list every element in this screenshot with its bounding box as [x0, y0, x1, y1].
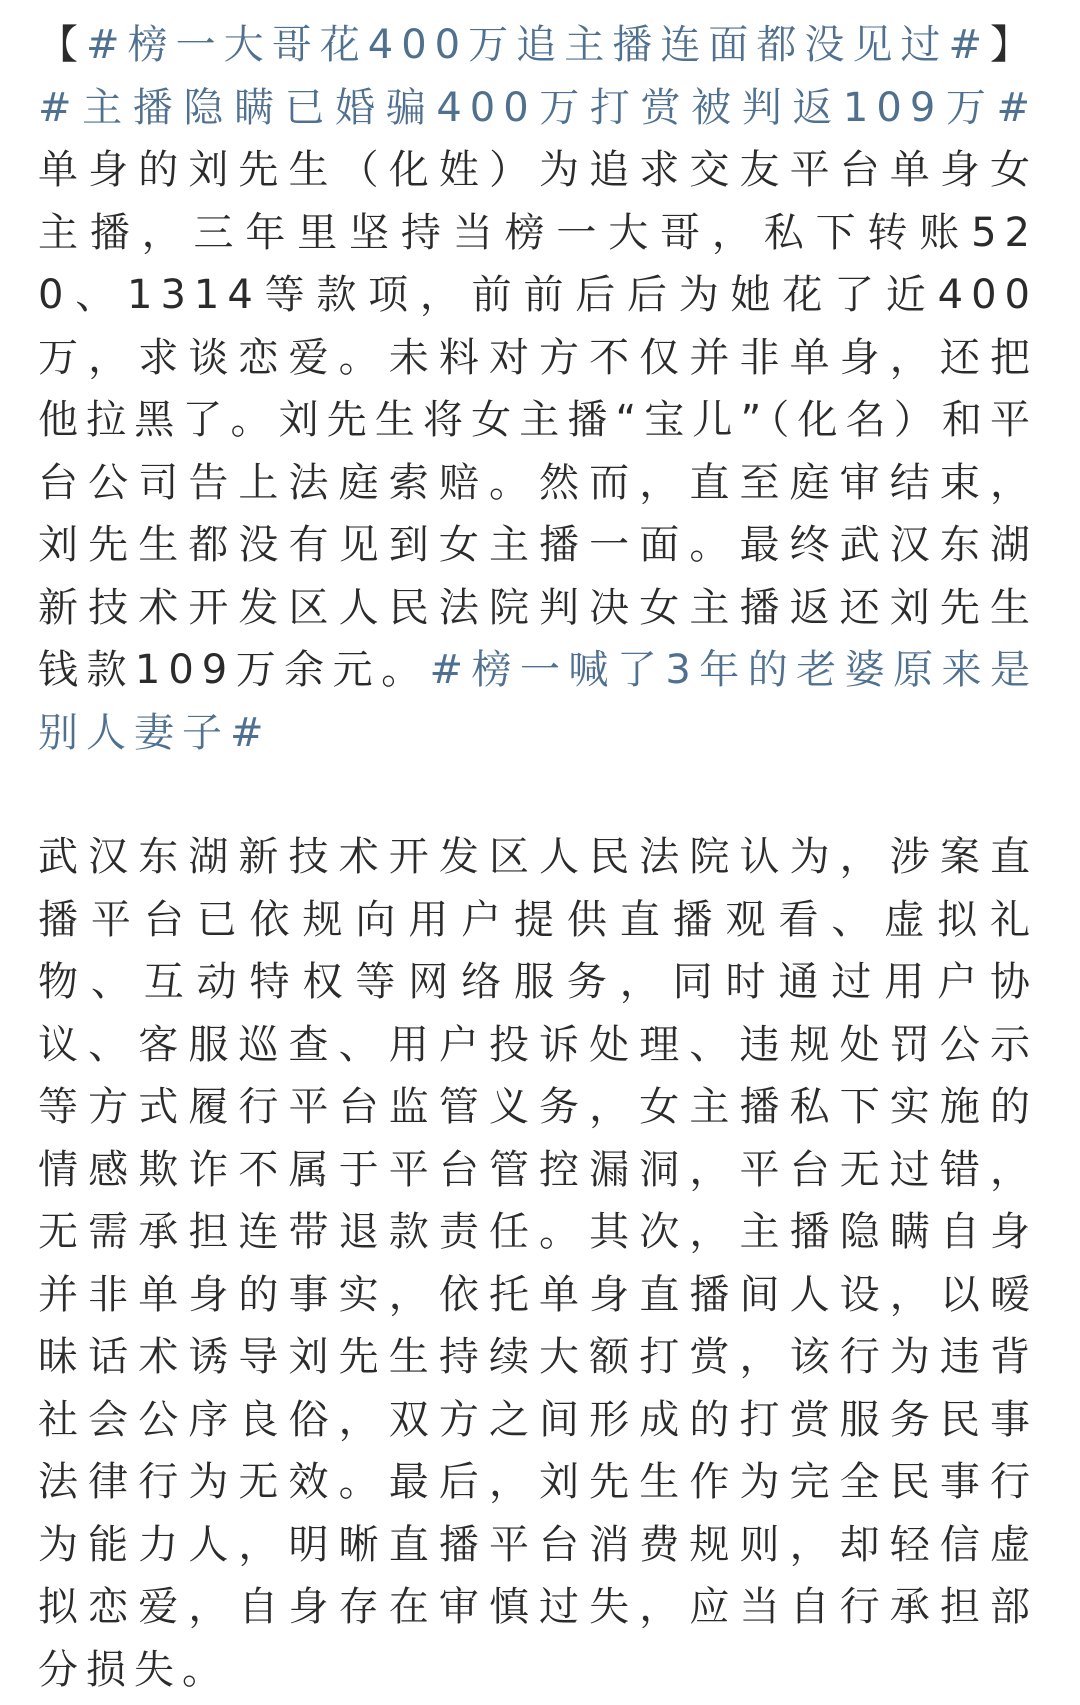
- post-paragraph-1: [38, 14, 1038, 764]
- post-content: [38, 14, 1038, 1701]
- hashtag-link-2[interactable]: #主播隐瞒已婚骗400万打赏被判返109万#: [38, 84, 1038, 131]
- post-body-text-2: 武汉东湖新技术开发区人民法院认为，涉案直播平台已依规向用户提供直播观看、虚拟礼物、互动特权等网络服务，同时通过用户协议、客服巡查、用户投诉处理、违规处罚公示等方式履行平台监管义务，女主播私下实施的情感欺诈不属于平台管控漏洞，平台无过错，无需承担连带退款责任。其次，主播隐瞒自身并非单身的事实，依托单身直播间人设，以暧昧话术诱导刘先生持续大额打赏，该行为违背社会公序良俗，双方之间形成的打赏服务民事法律行为无效。最后，刘先生作为完全民事行为能力人，明晰直播平台消费规则，却轻信虚拟恋爱，自身存在审慎过失，应当自行承担部分损失。: [38, 834, 1038, 1693]
- hashtag-link-3[interactable]: #榜一喊了3年的老婆原来是别人妻子#: [38, 647, 1038, 756]
- bracket-close: 】: [989, 22, 1039, 68]
- post-paragraph-2: [38, 826, 1038, 1701]
- post-body-text-1: 单身的刘先生（化姓）为追求交友平台单身女主播，三年里坚持当榜一大哥，私下转账520、1314等款项，前前后后为她花了近400万，求谈恋爱。未料对方不仅并非单身，还把他拉黑了。刘先生将女主播“宝儿”（化名）和平台公司告上法庭索赔。然而，直至庭审结束，刘先生都没有见到女主播一面。最终武汉东湖新技术开发区人民法院判决女主播返还刘先生钱款109万余元。: [38, 147, 1038, 693]
- hashtag-link-1[interactable]: #榜一大哥花400万追主播连面都没见过#: [86, 22, 990, 68]
- bracket-open: 【: [38, 22, 87, 68]
